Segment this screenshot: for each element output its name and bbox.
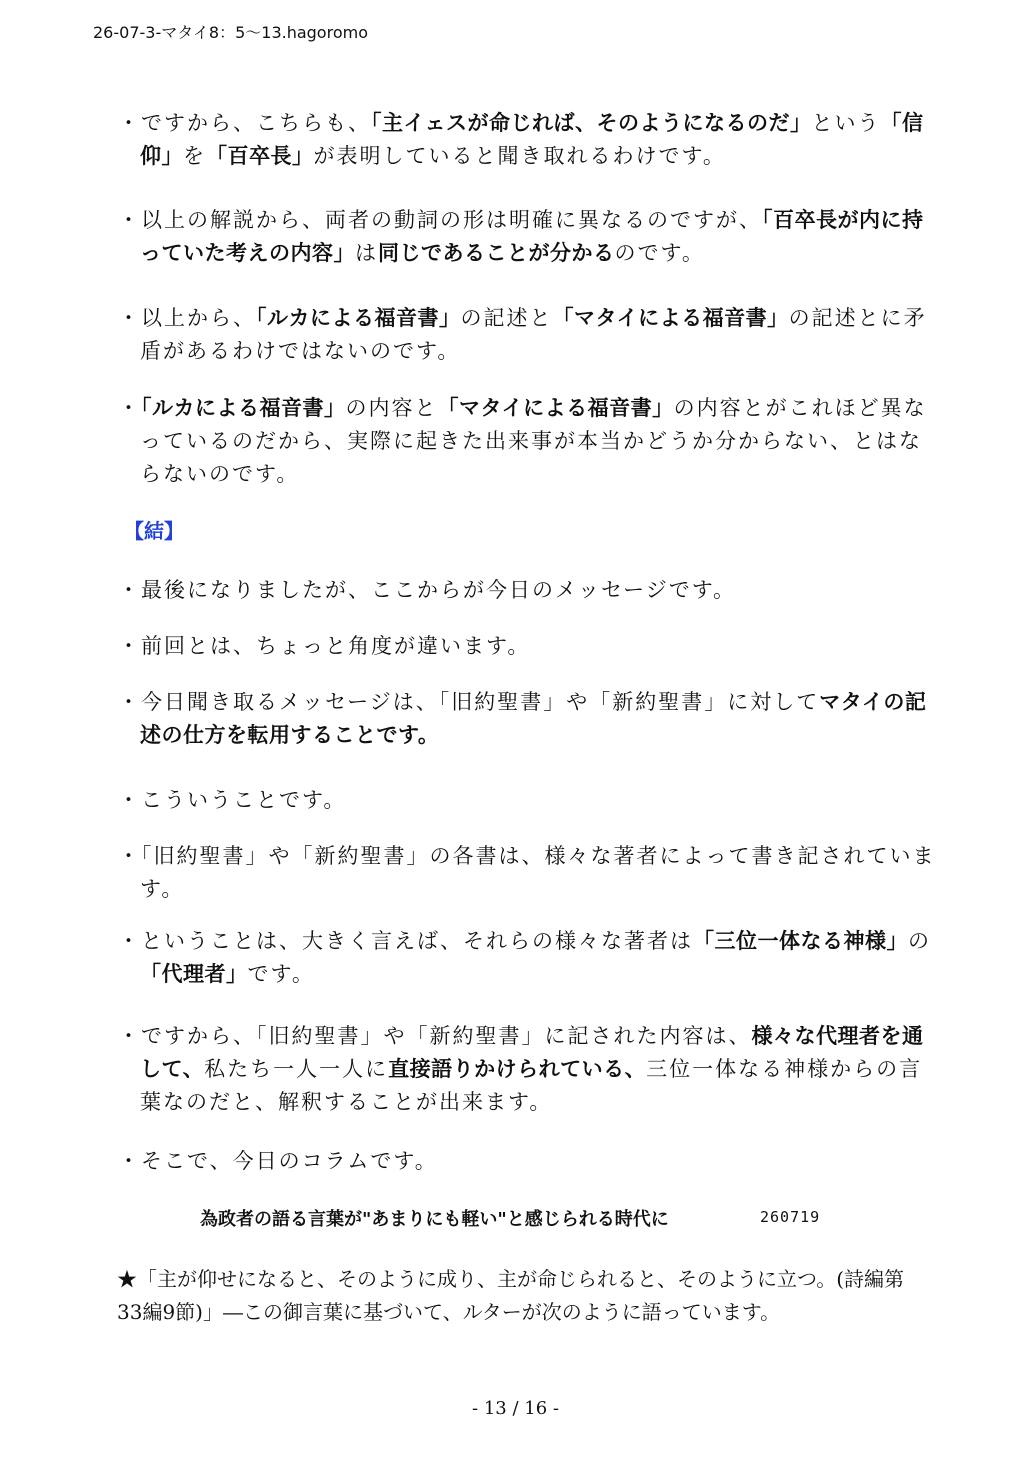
text-segment: の記述と bbox=[460, 306, 553, 330]
paragraph bbox=[118, 686, 940, 752]
text-segment: 三位一体なる神様からの言葉なのだと、解釈することが出来ます。 bbox=[140, 1057, 923, 1114]
bold-segment: 「百卒長」 bbox=[206, 144, 314, 168]
paragraph bbox=[118, 107, 940, 173]
text-segment: が表明していると聞き取れるわけです。 bbox=[313, 144, 726, 168]
bold-segment: 直接語りかけられている、 bbox=[388, 1057, 647, 1081]
text-segment: のです。 bbox=[614, 241, 705, 265]
bold-segment: マタイの記述の仕方を転用することです。 bbox=[140, 690, 927, 747]
document-header-filename: 26-07-3-マタイ8：5〜13.hagoromo bbox=[93, 23, 368, 42]
bold-segment: 「代理者」 bbox=[140, 962, 248, 986]
paragraph bbox=[118, 925, 940, 991]
paragraph bbox=[118, 1020, 940, 1119]
page-number: - 13 / 16 - bbox=[472, 1398, 559, 1419]
paragraph bbox=[118, 302, 940, 368]
text-segment: ・ということは、大きく言えば、それらの様々な著者は bbox=[118, 929, 693, 953]
text-segment: 私たち一人一人に bbox=[204, 1057, 389, 1081]
column-title: 為政者の語る言葉が"あまりにも軽い"と感じられる時代に bbox=[200, 1209, 669, 1230]
column-date: 260719 bbox=[760, 1208, 821, 1226]
bold-segment: 「マタイによる福音書」 bbox=[437, 396, 674, 420]
text-segment: の bbox=[908, 929, 931, 953]
paragraph bbox=[118, 392, 940, 491]
bold-segment: 「ルカによる福音書」 bbox=[256, 306, 461, 330]
bold-segment: 「主イェスが命じれば、そのようになるのだ」 bbox=[371, 111, 812, 135]
text-segment: ・こういうことです。 bbox=[118, 788, 347, 812]
bold-segment: 「信仰」 bbox=[140, 111, 924, 168]
paragraph bbox=[118, 630, 940, 663]
section-heading: 【結】 bbox=[124, 519, 184, 543]
bold-segment: 同じであることが分かる bbox=[378, 241, 615, 265]
bold-segment: 「マタイによる福音書」 bbox=[552, 306, 789, 330]
paragraph bbox=[118, 840, 940, 906]
paragraph bbox=[118, 1145, 940, 1178]
text-segment: ・今日聞き取るメッセージは、「旧約聖書」や「新約聖書」に対して bbox=[118, 690, 820, 714]
text-segment: の内容と bbox=[345, 396, 438, 420]
bold-segment: 「ルカによる福音書」 bbox=[141, 396, 346, 420]
paragraph bbox=[118, 204, 940, 270]
bold-segment: 「百卒長が内に持っていた考えの内容」 bbox=[140, 208, 924, 265]
text-segment: の内容とがこれほど異なっているのだから、実際に起きた出来事が本当かどうか分からない、とはならないのです。 bbox=[140, 396, 927, 486]
text-segment: を bbox=[183, 144, 206, 168]
text-segment: は bbox=[355, 241, 378, 265]
paragraph bbox=[118, 574, 940, 607]
text-segment: ・前回とは、ちょっと角度が違います。 bbox=[118, 634, 531, 658]
text-segment: ・最後になりましたが、ここからが今日のメッセージです。 bbox=[118, 578, 737, 602]
paragraph bbox=[118, 784, 940, 817]
text-segment: です。 bbox=[247, 962, 315, 986]
text-segment: の記述とに矛盾があるわけではないのです。 bbox=[140, 306, 927, 363]
text-segment: ・「旧約聖書」や「新約聖書」の各書は、様々な著者によって書き記されています。 bbox=[118, 844, 936, 901]
text-segment: ・ですから、こちらも、 bbox=[118, 111, 371, 135]
text-segment: ・ bbox=[118, 396, 141, 420]
text-segment: ・以上の解説から、両者の動詞の形は明確に異なるのですが、 bbox=[118, 208, 762, 232]
text-segment: ・ですから、「旧約聖書」や「新約聖書」に記された内容は、 bbox=[118, 1024, 752, 1048]
quote-paragraph: ★「主が仰せになると、そのように成り、主が命じられると、そのように立つ。(詩編第33編9節)」―この御言葉に基づいて、ルターが次のように語っています。 bbox=[117, 1267, 905, 1324]
text-segment: という bbox=[811, 111, 881, 135]
text-segment: ・そこで、今日のコラムです。 bbox=[118, 1149, 438, 1173]
bold-segment: 様々な代理者を通して、 bbox=[140, 1024, 924, 1081]
bold-segment: 「三位一体なる神様」 bbox=[693, 929, 908, 953]
text-segment: ・以上から、 bbox=[118, 306, 256, 330]
